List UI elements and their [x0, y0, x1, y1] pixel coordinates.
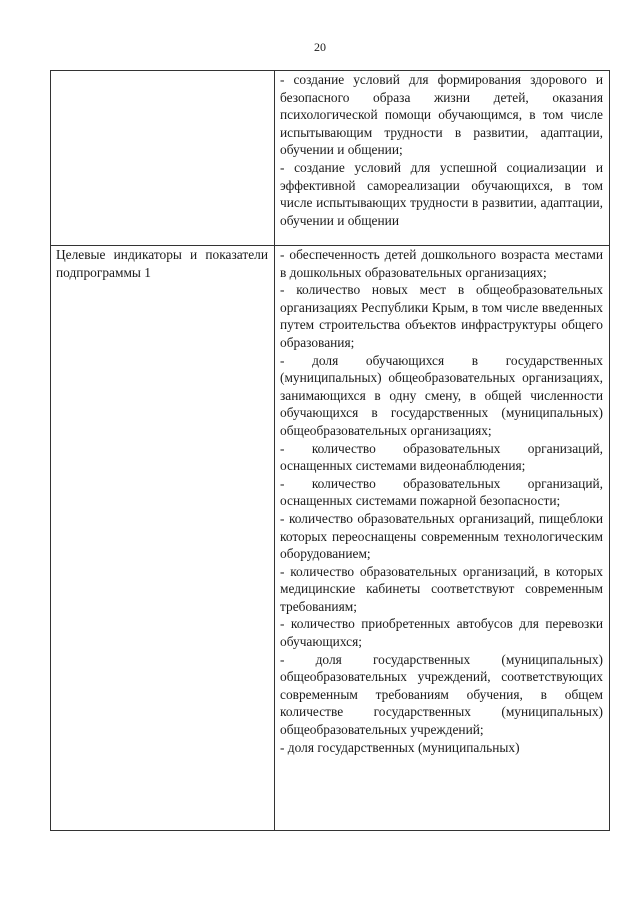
list-item: - количество приобретенных автобусов для перевозки обучающихся; [280, 616, 603, 650]
list-item: - обеспеченность детей дошкольного возраста местами в дошкольных образовательных организациях; [280, 247, 603, 280]
list-item: - количество образовательных организаций, оснащенных системами видеонаблюдения; [280, 440, 603, 474]
list-item: - создание условий для формирования здорового и безопасного образа жизни детей, оказания психологической помощи обучающимся, в том числе испытывающим трудности в развитии, адаптации, обучении и общении; [280, 72, 603, 158]
list-item: - доля государственных (муниципальных) общеобразовательных учреждений, соответствующих современным требованиям обучения, в общем количестве государственных (муниципальных) общеобразовательных учреждений; [280, 651, 603, 738]
page-number: 20 [314, 40, 326, 54]
row-label-cell [51, 71, 275, 246]
list-item: - создание условий для успешной социализации и эффективной самореализации обучающихся, в том числе испытывающих трудности в развитии, адаптации, обучении и общении [280, 159, 603, 228]
list-item: - количество образовательных организаций, оснащенных системами пожарной безопасности; [280, 475, 603, 509]
list-item: - количество образовательных организаций, в которых медицинские кабинеты соответствуют современным требованиям; [280, 563, 603, 614]
table-row [51, 246, 610, 831]
row-content-cell [275, 246, 610, 831]
list-item: - доля государственных (муниципальных) [280, 739, 520, 755]
list-item: - количество образовательных организаций, пищеблоки которых переоснащены современным технологическим оборудованием; [280, 510, 603, 562]
list-item: - количество новых мест в общеобразовательных организациях Республики Крым, в том числе введенных путем строительства объектов инфраструктуры общего образования; [280, 282, 603, 350]
subprogram-table [50, 70, 610, 831]
row-content-cell [275, 71, 610, 246]
table-row [51, 71, 610, 246]
row-label: Целевые индикаторы и показатели подпрограммы 1 [56, 247, 268, 280]
list-item: - доля обучающихся в государственных (муниципальных) общеобразовательных организациях, занимающихся в одну смену, в общей численности обучающихся в государственных (муниципальных) общеобразовательных организациях; [280, 352, 603, 438]
row-label-cell [51, 246, 275, 831]
